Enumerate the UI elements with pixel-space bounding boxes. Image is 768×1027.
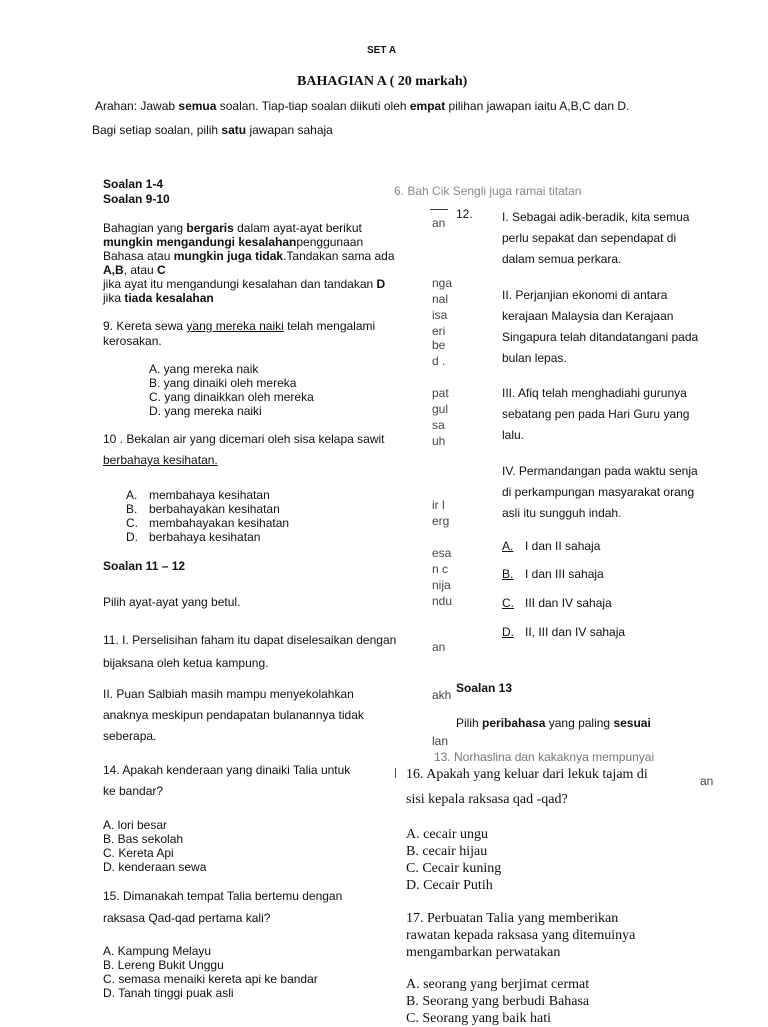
question-14-stem: 14. Apakah kenderaan yang dinaiki Talia untuk ke bandar?: [103, 763, 351, 798]
ghost-fragment: ndu: [432, 594, 453, 608]
question-15-stem: 15. Dimanakah tempat Talia bertemu dengan raksasa Qad-qad pertama kali?: [103, 889, 343, 925]
ghost-question-6: 6. Bah Cik Sengli juga ramai titatan: [394, 184, 582, 198]
question-10-stem: 10 . Bekalan air yang dicemari oleh sisa kelapa sawit: [103, 432, 385, 446]
option[interactable]: berbahayakan kesihatan: [149, 502, 280, 516]
question-12-option-b[interactable]: B. I dan III sahaja: [502, 567, 604, 581]
option[interactable]: B. Bas sekolah: [103, 832, 184, 846]
option[interactable]: C. Cecair kuning: [406, 861, 502, 876]
ghost-fragment: esa: [432, 546, 452, 560]
ghost-fragment: uh: [432, 434, 446, 448]
ghost-question-13: 13. Norhaslina dan kakaknya mempunyai: [434, 750, 655, 764]
section-range-9-10: Soalan 9-10: [103, 192, 170, 206]
question-12-statement-iv: IV. Permandangan pada waktu senja di perkampungan masyarakat orang asli itu sungguh indah.: [502, 464, 698, 520]
option[interactable]: B. Seorang yang berbudi Bahasa: [406, 994, 590, 1009]
ghost-fragment: an: [700, 774, 714, 788]
question-14-options: [103, 818, 206, 874]
section-title: BAHAGIAN A ( 20 markah): [297, 74, 468, 89]
option[interactable]: A. Kampung Melayu: [103, 944, 212, 958]
question-12-option-d[interactable]: D. II, III dan IV sahaja: [502, 625, 626, 639]
question-11-i: 11. I. Perselisihan faham itu dapat diselesaikan dengan bijaksana oleh ketua kampung.: [103, 633, 397, 670]
option[interactable]: D. Tanah tinggi puak asli: [103, 986, 234, 1000]
ghost-fragment: akh: [432, 688, 452, 702]
instruction-pick-13: Pilih peribahasa yang paling sesuai: [456, 716, 651, 730]
question-9-stem: 9. Kereta sewa yang mereka naiki telah mengalami kerosakan.: [103, 319, 376, 348]
ghost-fragment: be: [432, 338, 446, 352]
question-10-underlined: berbahaya kesihatan.: [103, 453, 218, 467]
question-17-options: [406, 976, 589, 1027]
question-12-statement-i: I. Sebagai adik-beradik, kita semua perlu sepakat dan sependapat di dalam semua perkara.: [502, 210, 690, 266]
question-12-option-c[interactable]: C. III dan IV sahaja: [502, 596, 612, 610]
ghost-fragment: erg: [432, 514, 450, 528]
instruction-pick: Pilih ayat-ayat yang betul.: [103, 595, 241, 609]
section-range-13: Soalan 13: [456, 681, 513, 695]
option[interactable]: D. kenderaan sewa: [103, 860, 207, 874]
ghost-fragment: ir l: [432, 498, 445, 512]
option[interactable]: A. cecair ungu: [406, 827, 489, 842]
question-12-statement-ii: II. Perjanjian ekonomi di antara kerajaan Malaysia dan Kerajaan Singapura telah ditandatangani pada bulan lepas.: [502, 288, 699, 365]
option[interactable]: membahayakan kesihatan: [149, 516, 290, 530]
ghost-fragment: nal: [432, 292, 449, 306]
option[interactable]: D. Cecair Putih: [406, 878, 493, 893]
question-15-options: [103, 944, 318, 1000]
option[interactable]: A. lori besar: [103, 818, 168, 832]
section-range-1-4: Soalan 1-4: [103, 177, 164, 191]
option[interactable]: A. yang mereka naik: [149, 362, 259, 376]
option[interactable]: C. yang dinaikkan oleh mereka: [149, 390, 314, 404]
question-16-stem: 16. Apakah yang keluar dari lekuk tajam di sisi kepala raksasa qad -qad?: [406, 767, 648, 807]
question-11-ii: II. Puan Salbiah masih mampu menyekolahkan anaknya meskipun pendapatan bulanannya tidak seberapa.: [103, 687, 364, 743]
option[interactable]: D. yang mereka naiki: [149, 404, 262, 418]
ghost-fragment: n c: [432, 562, 449, 576]
ghost-fragment: an: [432, 216, 446, 230]
option[interactable]: membahaya kesihatan: [149, 488, 270, 502]
question-10-options: [149, 488, 289, 544]
column-tick: [395, 768, 396, 778]
instruction-block: Bahagian yang bergaris dalam ayat-ayat berikut mungkin mengandungi kesalahanpenggunaan Bahasa atau mungkin juga tidak.Tandakan sama ada A,B, atau C jika ayat itu mengandungi kesalahan dan tandakan D jika tiada kesalahan: [103, 221, 395, 305]
option[interactable]: A. seorang yang berjimat cermat: [406, 977, 590, 992]
ghost-fragment: pat: [432, 386, 449, 400]
option[interactable]: B. Lereng Bukit Unggu: [103, 958, 224, 972]
ghost-fragment: sa: [432, 418, 445, 432]
section-range-11-12: Soalan 11 – 12: [103, 559, 186, 573]
question-17-stem: 17. Perbuatan Talia yang memberikan rawatan kepada raksasa yang ditemuinya mengambarkan perwatakan: [406, 911, 636, 960]
ghost-fragment: nga: [432, 276, 453, 290]
ghost-fragment: d .: [432, 354, 446, 368]
option[interactable]: berbahaya kesihatan: [149, 530, 261, 544]
option[interactable]: C. Kereta Api: [103, 846, 174, 860]
instruction-line-2: Bagi setiap soalan, pilih satu jawapan sahaja: [92, 123, 333, 137]
ghost-divider: [430, 209, 448, 210]
ghost-fragment: lan: [432, 734, 449, 748]
ghost-fragment: nija: [432, 578, 451, 592]
set-label: SET A: [367, 45, 397, 56]
ghost-fragment: eri: [432, 324, 446, 338]
ghost-fragment: an: [432, 640, 446, 654]
question-12-number: 12.: [456, 207, 473, 221]
option[interactable]: C. semasa menaiki kereta api ke bandar: [103, 972, 318, 986]
option[interactable]: B. cecair hijau: [406, 844, 488, 859]
question-16-options: [406, 826, 501, 894]
ghost-fragment: gul: [432, 402, 449, 416]
ghost-fragment: isa: [432, 308, 448, 322]
instruction-line-1: Arahan: Jawab semua soalan. Tiap-tiap soalan diikuti oleh empat pilihan jawapan iaitu A,B,C dan D.: [95, 99, 630, 113]
question-9-options: [149, 362, 314, 418]
option[interactable]: C. Seorang yang baik hati: [406, 1011, 552, 1026]
question-12-statement-iii: III. Afiq telah menghadiahi gurunya sebatang pen pada Hari Guru yang lalu.: [502, 386, 690, 442]
question-10-letters: A. B. C. D.: [126, 488, 138, 544]
option[interactable]: B. yang dinaiki oleh mereka: [149, 376, 297, 390]
question-12-option-a[interactable]: A. I dan II sahaja: [502, 539, 601, 553]
